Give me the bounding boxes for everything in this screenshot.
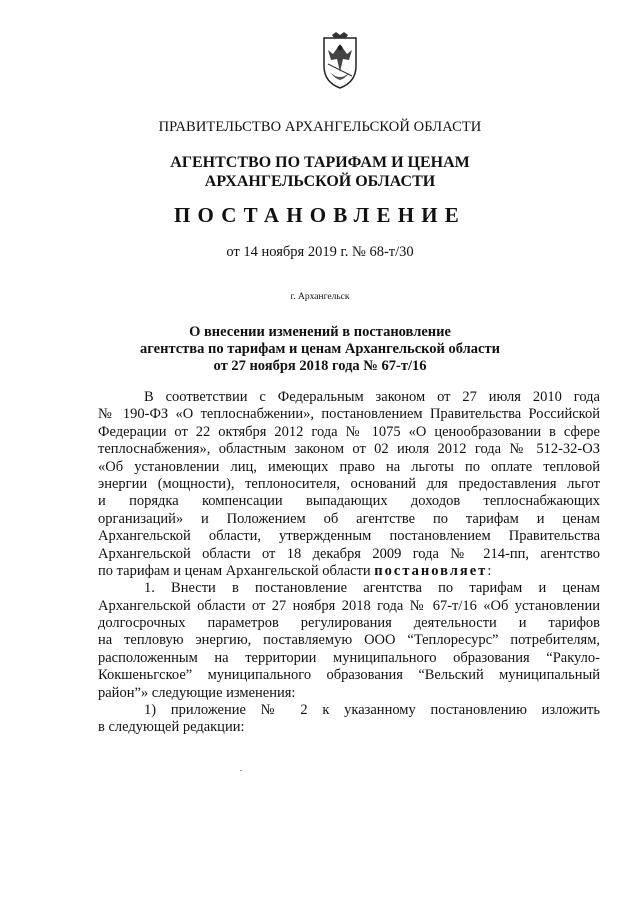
agency-name [0, 153, 640, 191]
scan-speck [240, 770, 242, 771]
coat-of-arms-emblem-icon [318, 32, 362, 90]
subject-line-2: агентства по тарифам и ценам Архангельской области [140, 341, 500, 357]
text-fragment: : [487, 562, 492, 579]
text-line: теплоснабжения», областным законом от 02 июля 2012 года № 512-32-ОЗ [98, 441, 600, 458]
paragraph-preamble [98, 389, 600, 580]
text-line: Архангельской области от 18 декабря 2009 года № 214-пп, агентство [98, 545, 600, 562]
subject-line-3: от 27 ноября 2018 года № 67-т/16 [213, 358, 427, 374]
text-line: долгосрочных параметров регулирования деятельности и тарифов [98, 615, 600, 632]
text-line: энергии (мощности), теплоносителя, оснований для предоставления льгот [98, 475, 600, 492]
text-line: № 190-ФЗ «О теплоснабжении», постановлением Правительства Российской [98, 406, 600, 423]
government-name: ПРАВИТЕЛЬСТВО АРХАНГЕЛЬСКОЙ ОБЛАСТИ [158, 119, 482, 135]
paragraph-subitem-1 [98, 702, 600, 737]
date-and-number: от 14 ноября 2019 г. № 68-т/30 [226, 244, 414, 260]
text-line: на тепловую энергию, поставляемую ООО “Теплоресурс” потребителям, [98, 632, 600, 649]
text-line: Кокшеньгское” муниципального образования “Вельский муниципальный [98, 667, 600, 684]
body-text [98, 389, 600, 737]
text-line: «Об установлении лиц, имеющих право на льготы по оплате тепловой [98, 458, 600, 475]
text-line: организаций» и Положением об агентстве по тарифам и ценам [98, 510, 600, 527]
text-line: район”» следующие изменения: [98, 684, 296, 701]
agency-name-line-2: АРХАНГЕЛЬСКОЙ ОБЛАСТИ [204, 173, 436, 190]
text-line: Архангельской области от 27 ноября 2018 года № 67-т/16 «Об установлении [98, 597, 600, 614]
text-line: 1. Внести в постановление агентства по тарифам и ценам [144, 580, 600, 597]
document-type-title: ПОСТАНОВЛЕНИЕ [173, 203, 467, 227]
paragraph-item-1 [98, 580, 600, 702]
agency-name-line-1: АГЕНТСТВО ПО ТАРИФАМ И ЦЕНАМ [170, 154, 470, 171]
text-line: В соответствии с Федеральным законом от 27 июля 2010 года [144, 389, 600, 405]
subject-line-1: О внесении изменений в постановление [189, 324, 451, 340]
text-line [98, 563, 600, 580]
resolution-keyword: постановляет [374, 562, 488, 579]
text-line: Архангельской области, утвержденным постановлением Правительства [98, 528, 600, 545]
text-line: 1) приложение № 2 к указанному постановлению изложить [144, 702, 600, 719]
text-line: Федерации от 22 октября 2012 года № 1075 «О ценообразовании в сфере [98, 423, 600, 440]
document-subject [0, 324, 640, 375]
text-line: расположенным на территории муниципального образования “Ракуло- [98, 649, 600, 666]
text-line: в следующей редакции: [98, 719, 245, 736]
text-line: и порядка компенсации выпадающих доходов теплоснабжающих [98, 493, 600, 510]
city-name: г. Архангельск [290, 292, 350, 302]
text-fragment: по тарифам и ценам Архангельской области [98, 562, 375, 579]
